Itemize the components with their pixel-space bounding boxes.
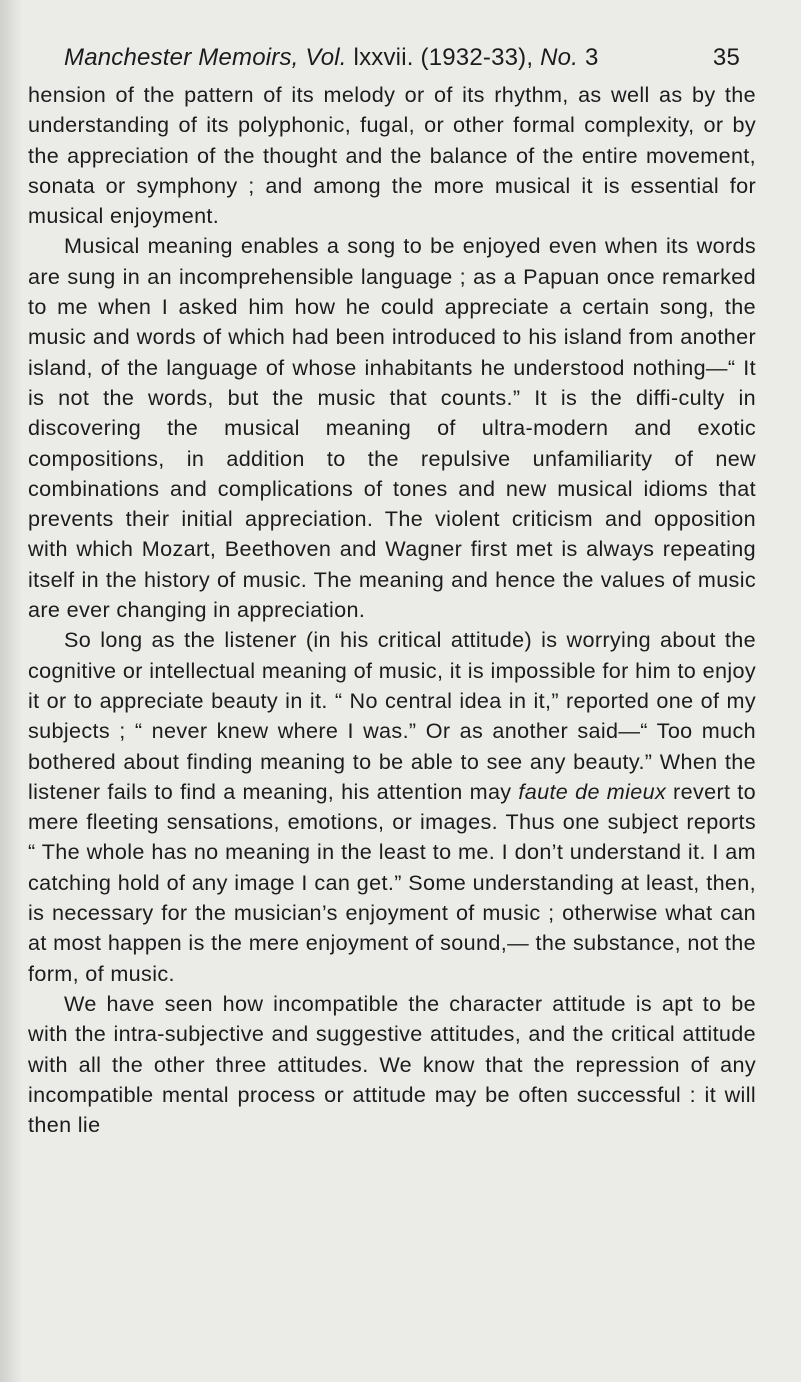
volume-number: lxxvii. <box>353 44 414 71</box>
issue-label: No. <box>540 44 579 71</box>
issue-number: 3 <box>584 44 599 71</box>
paragraph-3-text-before: So long as the listener (in his critical attitude) is worrying about the cognitive or intellectual meaning of music, it is impossible for him to enjoy it or to appreciate beauty in it. “ No central idea in it,” reported one of my subjects ; “ never knew where I was.” Or as another said—“ Too much bothered about finding meaning to be able to see any beauty.” When the listener fails to find a meaning, his attention may <box>28 627 756 804</box>
paragraph-1: hension of the pattern of its melody or of its rhythm, as well as by the understanding of its polyphonic, fugal, or other formal complexity, or by the appreciation of the thought and the balance of the entire movement, sonata or symphony ; and among the more musical it is essential for musical enjoyment. <box>28 82 756 229</box>
running-header <box>64 38 740 78</box>
page-number: 35 <box>712 44 740 71</box>
paragraph-2: Musical meaning enables a song to be enjoyed even when its words are sung in an incomprehensible language ; as a Papuan once remarked to me when I asked him how he could appreciate a certain song, the music and words of which had been introduced to his island from another island, of the language of whose inhabitants he understood nothing—“ It is not the words, but the music that counts.” It is the diffi-culty in discovering the musical meaning of ultra-modern and exotic compositions, in addition to the repulsive unfamiliarity of new combinations and complications of tones and new musical idioms that prevents their initial appreciation. The violent criticism and opposition with which Mozart, Beethoven and Wagner first met is always repeating itself in the history of music. The meaning and hence the values of music are ever changing in appreciation. <box>28 233 756 623</box>
journal-title: Manchester Memoirs, <box>64 44 299 71</box>
body-text <box>28 80 756 1140</box>
page-gutter-shadow <box>0 0 22 1382</box>
paragraph-3 <box>28 625 756 989</box>
paragraph-4: We have seen how incompatible the character attitude is apt to be with the intra-subjective and suggestive attitudes, and the critical attitude with all the other three attitudes. We know that the repression of any incompatible mental process or attitude may be often successful : it will then lie <box>28 990 756 1138</box>
italic-phrase: faute de mieux <box>518 778 667 804</box>
paragraph-3-text-after: revert to mere fleeting sensations, emotions, or images. Thus one subject reports “ The whole has no meaning in the least to me. I don’t understand it. I am catching hold of any image I can get.” Some understanding at least, then, is necessary for the musician’s enjoyment of music ; otherwise what can at most happen is the mere enjoyment of sound,— the substance, not the form, of music. <box>28 778 756 986</box>
publication-years: (1932-33), <box>420 44 534 71</box>
volume-label: Vol. <box>305 44 347 71</box>
